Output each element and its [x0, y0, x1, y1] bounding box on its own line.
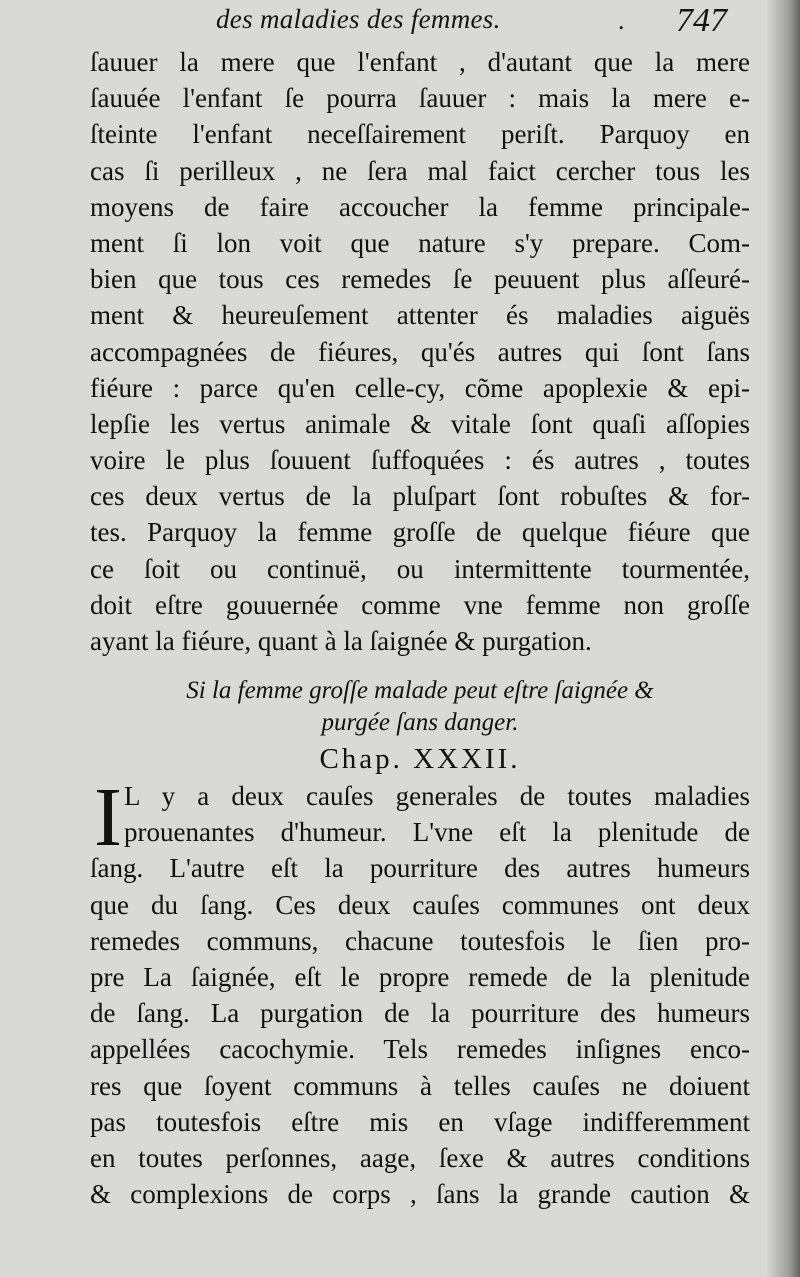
text-line: de ſang. La purgation de la pourriture des humeurs	[90, 998, 750, 1029]
text-line: pre La ſaignée, eſt le propre remede de la plenitude	[90, 961, 750, 992]
text-line: en toutes perſonnes, aage, ſexe & autres conditions	[90, 1142, 750, 1173]
page-edge-shadow	[766, 0, 800, 1277]
section-title-line-1: Si la femme groſſe malade peut eſtre ſaignée &	[186, 677, 654, 704]
text-line: ſauuée l'enfant ſe pourra ſauuer : mais la mere e-	[90, 83, 750, 114]
text-line: que du ſang. Ces deux cauſes communes ont deux	[90, 889, 750, 920]
paragraph-2	[90, 771, 750, 1212]
chapter-heading: Chap. XXXII.	[319, 743, 521, 775]
text-line: bien que tous ces remedes ſe peuuent plus aſſeuré-	[90, 264, 750, 295]
text-line: appellées cacochymie. Tels remedes inſignes enco-	[90, 1034, 750, 1065]
text-line: ces deux vertus de la pluſpart ſont robuſtes & for-	[90, 481, 750, 512]
text-line: ſteinte l'enfant neceſſairement periſt. Parquoy en	[90, 119, 750, 150]
text-line: pas toutesfois eſtre mis en vſage indifferemment	[90, 1106, 750, 1137]
page-number: 747	[676, 2, 727, 39]
header-separator: .	[618, 6, 625, 35]
text-line: remedes communs, chacune toutesfois le ſien pro-	[90, 925, 750, 956]
section-title-line-2: purgée ſans danger.	[321, 709, 519, 736]
text-line: fiéure : parce qu'en celle-cy, cõme apoplexie & epi-	[90, 372, 750, 403]
text-line: accompagnées de fiéures, qu'és autres qui ſont ſans	[90, 336, 750, 367]
drop-cap: I	[94, 771, 122, 864]
text-line: lepſie les vertus animale & vitale ſont quaſi aſſopies	[90, 408, 750, 439]
running-title: des maladies des femmes.	[216, 4, 501, 34]
text-line: ayant la fiéure, quant à la ſaignée & purgation.	[90, 626, 592, 656]
text-line: doit eſtre gouuernée comme vne femme non groſſe	[90, 589, 750, 620]
text-line: ſauuer la mere que l'enfant , d'autant que la mere	[90, 47, 750, 77]
text-line: cas ſi perilleux , ne ſera mal faict cercher tous les	[90, 155, 750, 186]
text-line: res que ſoyent communs à telles cauſes ne doiuent	[90, 1070, 750, 1101]
text-line: ment & heureuſement attenter és maladies aiguës	[90, 300, 750, 331]
text-line: L y a deux cauſes generales de toutes maladies	[124, 781, 750, 811]
text-line: ce ſoit ou continuë, ou intermittente tourmentée,	[90, 553, 750, 584]
text-line: ment ſi lon voit que nature s'y prepare. Com-	[90, 227, 750, 258]
text-line: & complexions de corps , ſans la grande caution &	[90, 1179, 750, 1210]
text-line: tes. Parquoy la femme groſſe de quelque fiéure que	[90, 517, 750, 548]
paragraph-1	[90, 44, 750, 659]
text-line: voire le plus ſouuent ſuffoquées : és autres , toutes	[90, 445, 750, 476]
text-line: ſang. L'autre eſt la pourriture des autres humeurs	[90, 853, 750, 884]
text-line: moyens de faire accoucher la femme principale-	[90, 191, 750, 222]
page-header	[0, 0, 800, 44]
text-line: prouenantes d'humeur. L'vne eſt la plenitude de	[124, 817, 750, 848]
